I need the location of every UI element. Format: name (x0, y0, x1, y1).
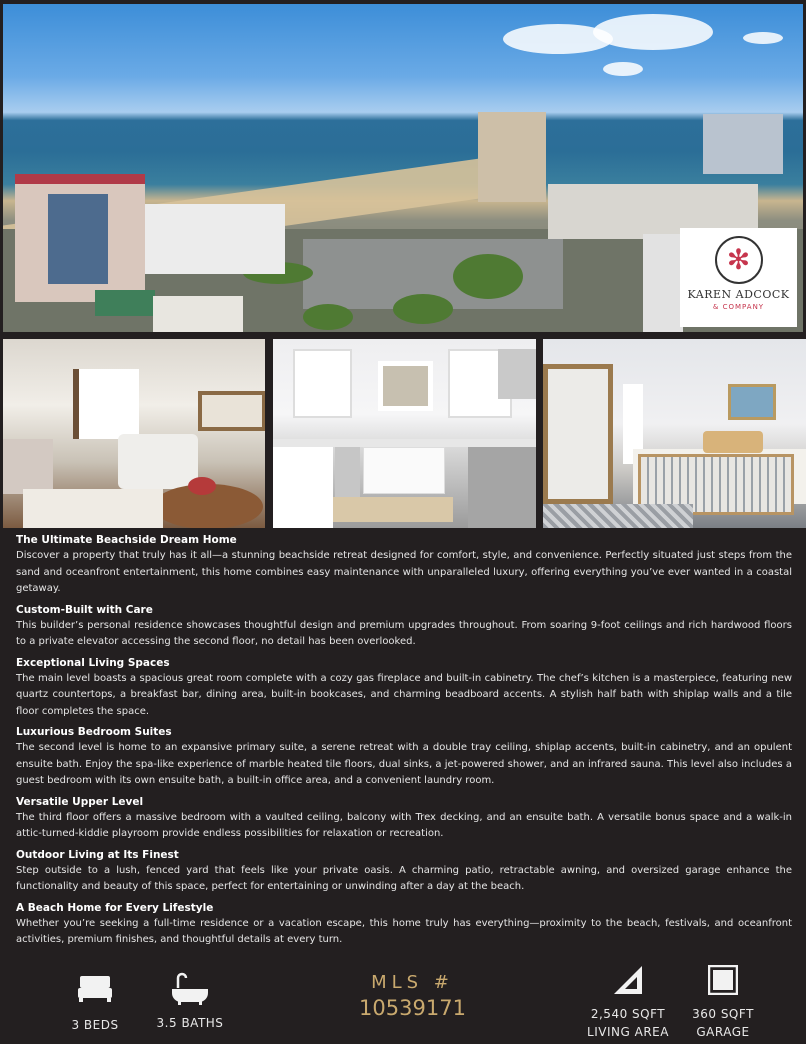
sqft-value: 2,540 SQFT (590, 1007, 666, 1021)
garage-value: 360 SQFT (692, 1007, 754, 1021)
sqft-stat (585, 965, 671, 1039)
section-title: Exceptional Living Spaces (16, 656, 170, 669)
section (16, 724, 792, 790)
sand-dollar-logo-icon: ✻ (715, 236, 763, 284)
section-title: Versatile Upper Level (16, 795, 144, 808)
kitchen-photo (273, 339, 536, 528)
section-title: Outdoor Living at Its Finest (16, 848, 179, 861)
section (16, 900, 792, 949)
section-body: Discover a property that truly has it all—a stunning beachside retreat designed for comfort, style, and convenience. Perfectly situated just steps from the sand and oceanfront entertainment, this home combines easy maintenance with unparalleled luxury, offering everything you’ve ever wanted in a coastal getaway. (16, 550, 792, 594)
garage-icon (708, 965, 738, 995)
section (16, 602, 792, 651)
section-body: Step outside to a lush, fenced yard that feels like your private oasis. A charming patio, retractable awning, and oversized garage enhance the functionality and beauty of this space, perfect for entertaining or unwinding after a day at the beach. (16, 864, 792, 892)
sqft-label: LIVING AREA (587, 1025, 669, 1039)
set-square-icon (613, 965, 643, 995)
mls-number: 10539171 (359, 996, 466, 1020)
section-title: A Beach Home for Every Lifestyle (16, 901, 214, 914)
section-body: The main level boasts a spacious great room complete with a cozy gas fireplace and built-in cabinetry. The chef’s kitchen is a masterpiece, featuring new quartz countertops, a breakfast bar, dining area, built-in bookcases, and charming beadboard accents. A stylish half bath with shiplap walls and a tile floor completes the space. (16, 672, 792, 717)
section-title: Luxurious Bedroom Suites (16, 726, 172, 738)
section (16, 655, 792, 721)
section-body: The second level is home to an expansive primary suite, a serene retreat with a double tray ceiling, shiplap accents, built-in cabinetry, and an opulent ensuite bath. Enjoy the spa-like experience of marble heated tile floors, dual sinks, a jet-powered shower, and an infrared sauna. This level also includes a guest bedroom with its own ensuite bath, a built-in office area, and a convenient laundry room. (16, 742, 792, 786)
brand-logo (680, 228, 797, 327)
bedroom-photo (543, 339, 806, 528)
bed-icon (77, 972, 113, 1004)
garage-stat (680, 965, 766, 1039)
living-room-photo (3, 339, 265, 528)
brand-subtitle: & COMPANY (712, 303, 765, 311)
section (16, 532, 792, 598)
bathtub-icon (170, 972, 210, 1006)
baths-label: 3.5 BATHS (156, 1016, 224, 1030)
garage-label: GARAGE (696, 1025, 750, 1039)
beds-stat (55, 972, 135, 1032)
section (16, 847, 792, 896)
brand-name: KAREN ADCOCK (687, 288, 790, 301)
description (16, 532, 792, 953)
section-body: Whether you’re seeking a full-time residence or a vacation escape, this home truly has everything—proximity to the beach, festivals, and oceanfront activities, premium finishes, and thoughtful details at every turn. (16, 917, 792, 945)
beds-label: 3 BEDS (71, 1018, 119, 1032)
mls-label: MLS # (371, 972, 454, 993)
section-body: The third floor offers a massive bedroom with a vaulted ceiling, balcony with Trex decking, and an ensuite bath. A versatile bonus space and a walk-in attic-turned-kiddie playroom provide endless possibilities for relaxation or recreation. (16, 811, 792, 839)
section (16, 794, 792, 843)
hero-aerial-photo (3, 4, 803, 332)
section-title: The Ultimate Beachside Dream Home (16, 534, 237, 546)
section-title: Custom-Built with Care (16, 603, 153, 616)
baths-stat (150, 972, 230, 1030)
section-body: This builder’s personal residence showcases thoughtful design and premium upgrades throughout. From soaring 9-foot ceilings and rich hardwood floors to a private elevator accessing the second floor, no detail has been overlooked. (16, 619, 792, 647)
